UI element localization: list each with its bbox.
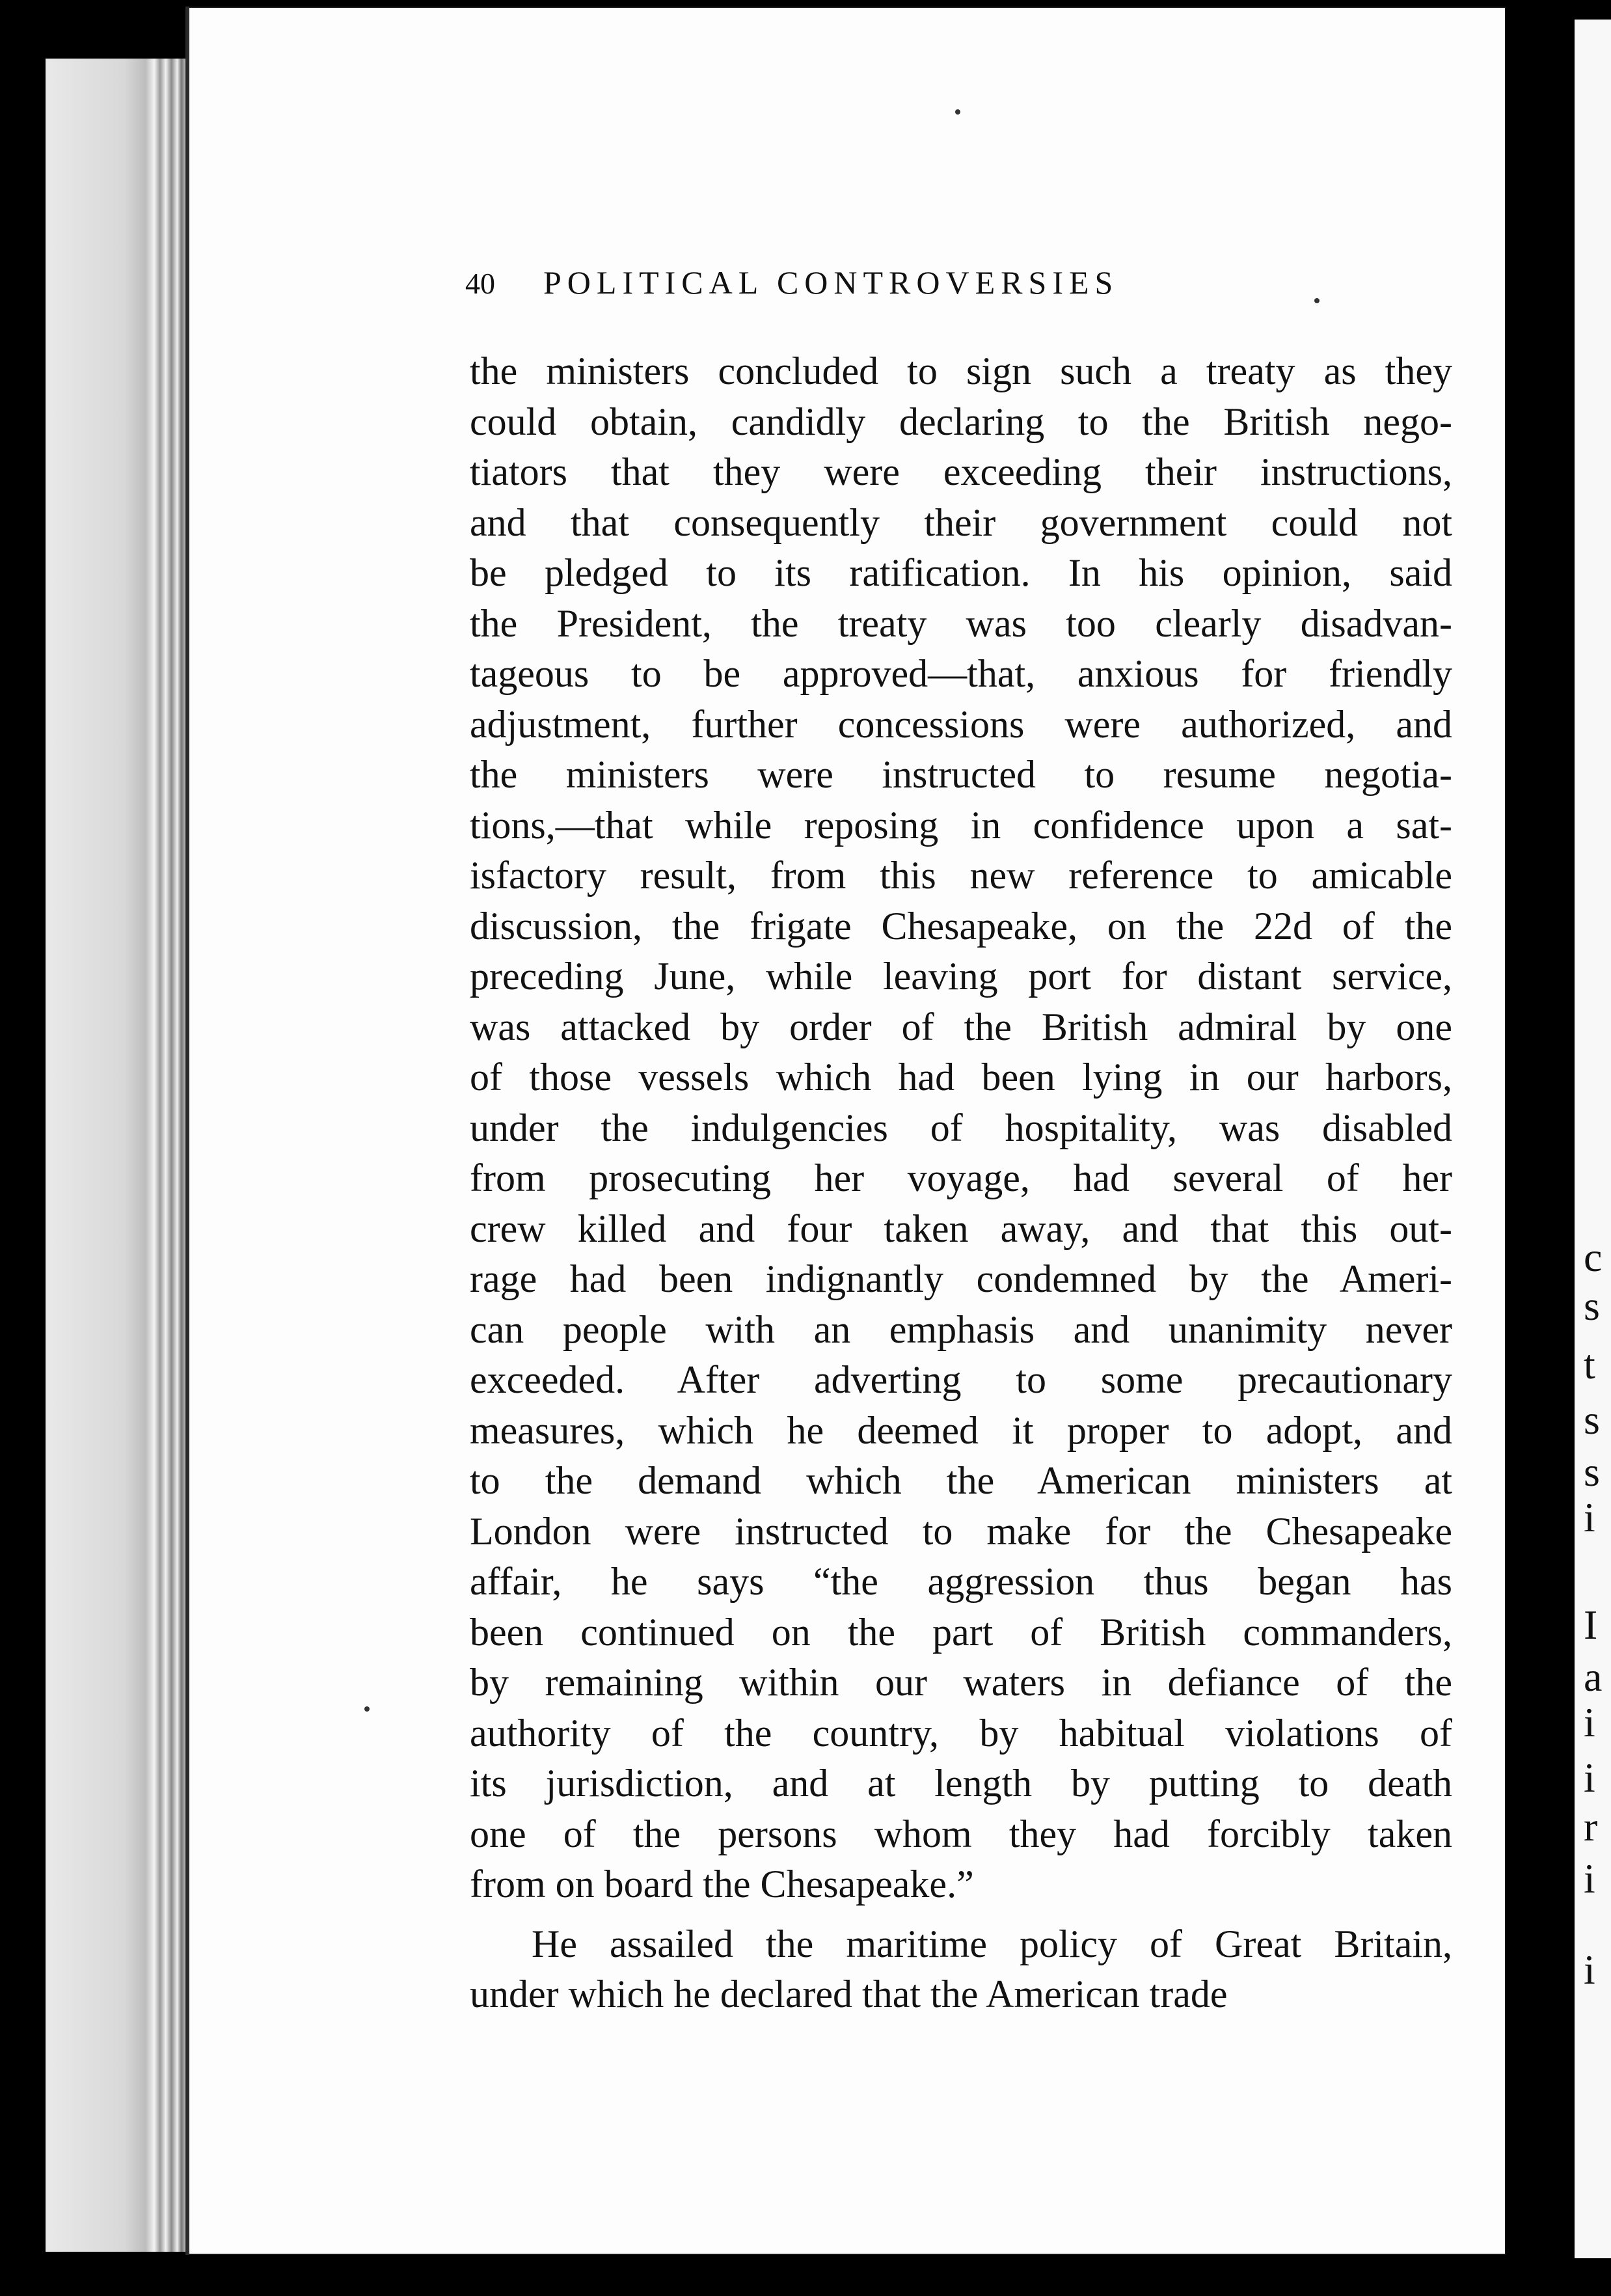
text-line: its jurisdiction, and at length by putting to death [470, 1762, 1452, 1805]
text-line: could obtain, candidly declaring to the British nego- [470, 400, 1452, 443]
text-line: the ministers concluded to sign such a treaty as they [470, 349, 1452, 392]
text-line: affair, he says “the aggression thus began has [470, 1560, 1452, 1603]
facing-page-fragment: i [1584, 1755, 1595, 1801]
page-number: 40 [465, 267, 495, 300]
text-line: crew killed and four taken away, and that this out- [470, 1207, 1452, 1250]
facing-page-fragment: s [1584, 1449, 1600, 1495]
text-line: tiators that they were exceeding their instructions, [470, 450, 1452, 493]
text-line: measures, which he deemed it proper to adopt, and [470, 1408, 1452, 1452]
facing-page-fragment: i [1584, 1494, 1595, 1540]
text-line: of those vessels which had been lying in our harbors, [470, 1056, 1452, 1099]
text-line: the ministers were instructed to resume negotia- [470, 753, 1452, 796]
facing-page-fragment: s [1584, 1397, 1600, 1443]
page-header [465, 264, 1324, 316]
facing-page-fragment: i [1584, 1699, 1595, 1745]
text-line: authority of the country, by habitual violations of [470, 1711, 1452, 1755]
page-edge-stack [46, 59, 189, 2252]
text-line: under the indulgencies of hospitality, was disabled [470, 1106, 1452, 1149]
text-line: one of the persons whom they had forcibly taken [470, 1812, 1452, 1855]
text-line: can people with an emphasis and unanimity never [470, 1307, 1452, 1351]
text-line: to the demand which the American ministers at [470, 1459, 1452, 1502]
text-line: from on board the Chesapeake.” [470, 1863, 974, 1906]
paragraph-1 [470, 346, 1452, 1910]
speck [955, 109, 960, 115]
facing-page-fragment: s [1584, 1283, 1600, 1329]
facing-page-edge [1575, 20, 1611, 2258]
text-line: from prosecuting her voyage, had several of her [470, 1156, 1452, 1199]
facing-page-fragment: r [1584, 1803, 1598, 1850]
text-line: exceeded. After adverting to some precautionary [470, 1358, 1452, 1401]
text-line: isfactory result, from this new reference to amicable [470, 854, 1452, 897]
text-line: was attacked by order of the British admiral by one [470, 1005, 1452, 1048]
speck [364, 1706, 370, 1712]
text-line: tions,—that while reposing in confidence upon a sat- [470, 803, 1452, 847]
text-line: preceding June, while leaving port for distant service, [470, 955, 1452, 998]
facing-page-fragment: i [1584, 1855, 1595, 1902]
facing-page-fragment: c [1584, 1234, 1603, 1280]
text-line: be pledged to its ratification. In his opinion, said [470, 551, 1452, 594]
text-line: and that consequently their government could not [470, 500, 1452, 544]
text-line: by remaining within our waters in defiance of the [470, 1661, 1452, 1704]
text-line: discussion, the frigate Chesapeake, on the 22d of the [470, 904, 1452, 948]
text-line: adjustment, further concessions were authorized, and [470, 702, 1452, 746]
facing-page-fragment: a [1584, 1654, 1603, 1700]
text-line: the President, the treaty was too clearly disadvan- [470, 601, 1452, 645]
paragraph-2 [470, 1919, 1452, 2020]
facing-page-fragment: i [1584, 1947, 1595, 1993]
text-line: He assailed the maritime policy of Great Britain, [532, 1922, 1452, 1965]
text-line: London were instructed to make for the Chesapeake [470, 1509, 1452, 1553]
text-line: rage had been indignantly condemned by the Ameri- [470, 1257, 1452, 1300]
body-text [470, 346, 1452, 2020]
facing-page-fragment: I [1584, 1602, 1598, 1648]
text-line: been continued on the part of British commanders, [470, 1610, 1452, 1654]
running-head: POLITICAL CONTROVERSIES [543, 264, 1119, 301]
facing-page-fragment: t [1584, 1341, 1595, 1387]
text-line: under which he declared that the American trade [470, 1973, 1228, 2016]
gutter-shadow [185, 7, 189, 2255]
text-line: tageous to be approved—that, anxious for friendly [470, 652, 1452, 695]
